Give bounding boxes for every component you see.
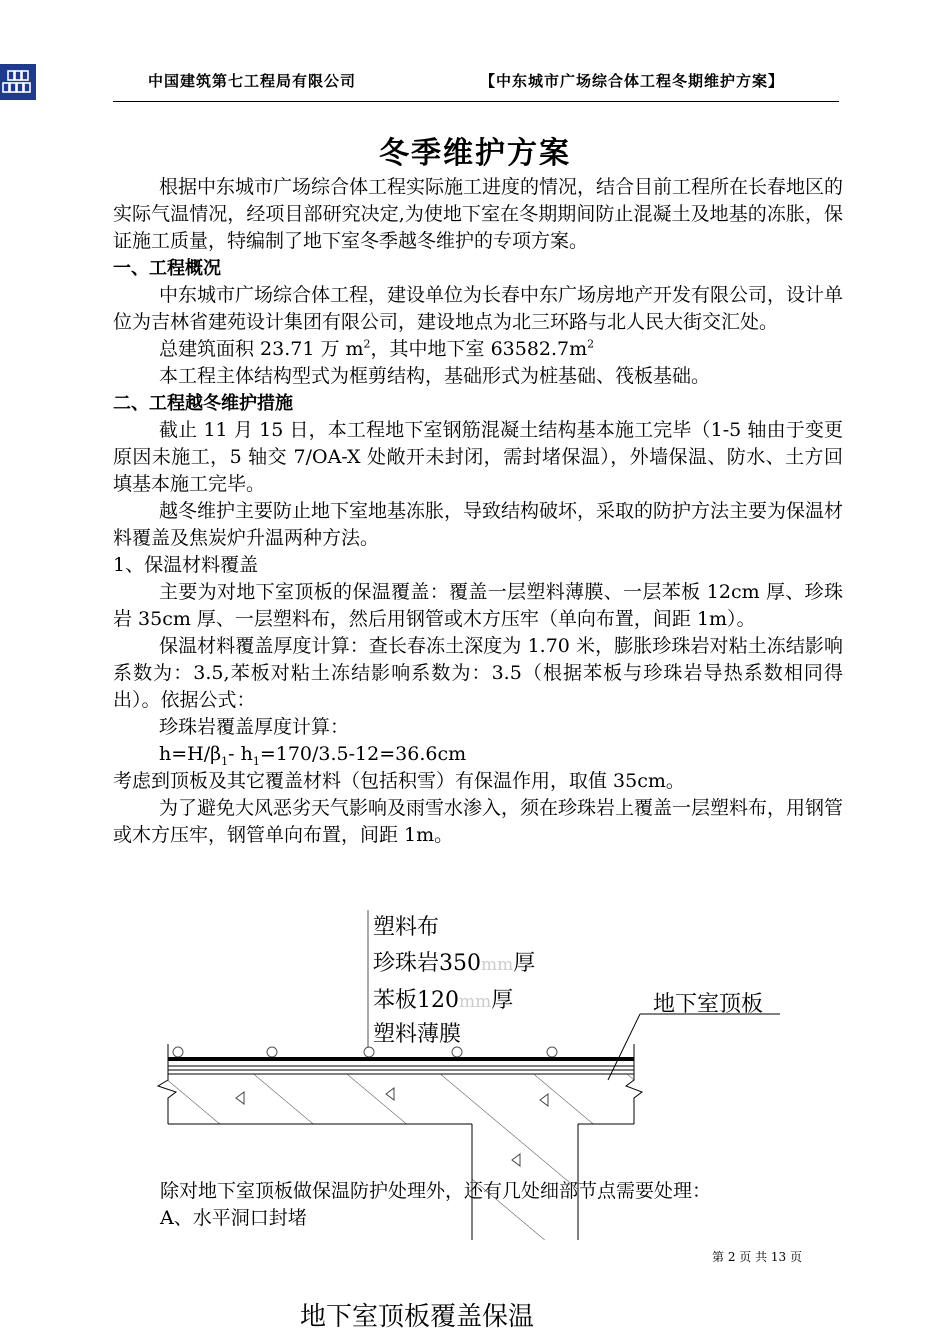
sup-square: 2 [587,337,595,351]
plastic-cloth-layer [168,1057,634,1061]
calc-label: 珍珠岩覆盖厚度计算： [159,716,350,738]
method-paragraph: 越冬维护主要防止地下室地基冻胀，导致结构破坏，采取的防护方法主要为保温材料覆盖及焦炭炉升温两种方法。 [113,500,844,549]
page-title: 冬季维护方案 [379,136,571,171]
label-perlite-unit: mm [481,955,514,975]
label-foam-board-unit: mm [459,992,492,1012]
basement-area-text: ，其中地下室 63582.7m [370,338,588,360]
label-perlite-text: 珍珠岩350 [373,951,481,976]
overview-paragraph: 中东城市广场综合体工程，建设单位为长春中东广场房地产开发有限公司，设计单位为吉林省建苑设计集团有限公司，建设地点为北三环路与北人民大街交汇处。 [113,284,844,333]
covering-paragraph: 主要为对地下室顶板的保温覆盖：覆盖一层塑料薄膜、一层苯板 12cm 厚、珍珠岩 35cm 厚、一层塑料布，然后用钢管或木方压牢（单向布置，间距 1m）。 [113,581,843,630]
sub-one: 1 [252,754,260,768]
area-text: 总建筑面积 23.71 万 m [159,338,364,360]
label-perlite-suffix: 厚 [513,951,536,976]
page-number: 第 2 页 共 13 页 [712,1250,802,1264]
calculation-paragraph: 保温材料覆盖厚度计算：查长春冻土深度为 1.70 米，膨胀珍珠岩对粘土冻结影响系数为：3.5,苯板对粘土冻结影响系数为：3.5（根据苯板与珍珠岩导热系数相同得出）。依据公式： [113,635,843,711]
label-foam-board-text: 苯板120 [373,988,459,1013]
label-foam-board [373,983,513,1014]
steel-pipes [173,1047,557,1057]
label-foam-board-suffix: 厚 [491,988,514,1013]
header-company: 中国建筑第七工程局有限公司 [148,72,357,90]
label-plastic-film: 塑料薄膜 [373,1022,462,1047]
formula-part-a: h=H/β [159,743,222,765]
horizontal-opening-item: A、水平洞口封堵 [160,1207,307,1229]
formula-part-c: =170/3.5-12=36.6cm [259,743,467,765]
section-1-heading: 一、工程概况 [113,258,221,279]
detail-nodes-paragraph: 除对地下室顶板做保温防护处理外，还有几处细部节点需要处理： [160,1180,712,1202]
section-2-heading: 二、工程越冬维护措施 [113,393,293,414]
subheading-insulation: 1、保温材料覆盖 [113,554,259,576]
structure-paragraph: 本工程主体结构型式为框剪结构，基础形式为桩基础、筏板基础。 [159,365,711,387]
label-perlite [373,946,535,977]
next-page-caption: 地下室顶板覆盖保温 [300,1302,535,1332]
intro-paragraph: 根据中东城市广场综合体工程实际施工进度的情况，结合目前工程所在长春地区的实际气温情况，经项目部研究决定,为使地下室在冬期期间防止混凝土及地基的冻胀，保证施工质量，特编制了地下室冬季越冬维护的专项方案。 [113,176,844,252]
sub-one: 1 [221,754,229,768]
sup-square: 2 [363,337,371,351]
progress-paragraph: 截止 11 月 15 日，本工程地下室钢筋混凝土结构基本施工完毕（1-5 轴由于变更原因未施工，5 轴交 7/OA-X 处敞开未封闭，需封堵保温），外墙保温、防水、土方回填基本施工完毕。 [113,419,843,495]
label-plastic-cloth: 塑料布 [373,915,440,940]
value-paragraph: 考虑到顶板及其它覆盖材料（包括积雪）有保温作用，取值 35cm。 [113,770,685,792]
header-project: 【中东城市广场综合体工程冬期维护方案】 [480,72,785,90]
label-roof-slab: 地下室顶板 [653,992,764,1017]
wind-paragraph: 为了避免大风恶劣天气影响及雨雪水渗入，须在珍珠岩上覆盖一层塑料布，用钢管或木方压牢，钢管单向布置，间距 1m。 [113,797,844,846]
formula-part-b: - h [228,743,253,765]
